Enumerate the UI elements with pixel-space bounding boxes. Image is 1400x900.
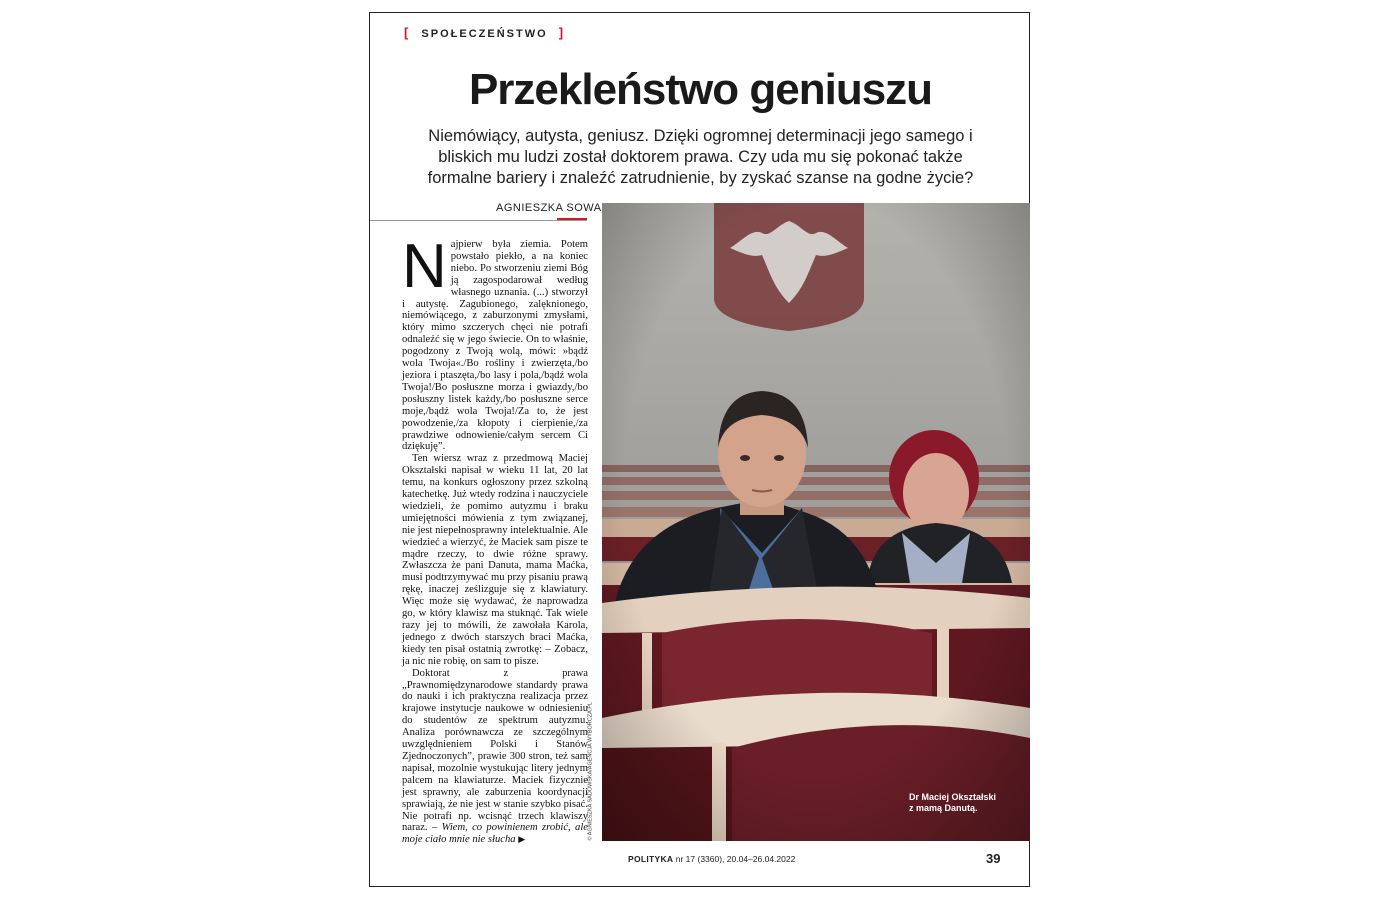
section-bracket-close: ]	[558, 25, 566, 40]
caption-line-1: Dr Maciej Okształski	[909, 792, 997, 802]
paragraph-1	[402, 232, 588, 453]
article-photo	[602, 203, 1030, 841]
paragraph-3-quote: – Wiem, co powinienem zrobić, ale moje ciało mnie nie słucha	[402, 822, 588, 846]
photo-illustration	[602, 203, 1030, 841]
byline: AGNIESZKA SOWA	[496, 202, 602, 214]
article-headline: Przekleństwo geniuszu	[468, 65, 933, 114]
footer-issue: nr 17 (3360), 20.04–26.04.2022	[675, 854, 796, 864]
continue-arrow-icon: ▶	[518, 834, 526, 845]
paragraph-3	[402, 668, 588, 847]
footer-brand: POLITYKA	[628, 854, 674, 864]
byline-rule	[370, 220, 587, 221]
page-footer	[628, 854, 795, 864]
article-body	[402, 232, 588, 846]
article-lead: Niemówiący, autysta, geniusz. Dzięki ogromnej determinacji jego samego i bliskich mu ludzi został doktorem prawa. Czy uda mu się pokonać także formalne bariery i znaleźć zatrudnienie, by zyskać szanse na godne życie?	[427, 127, 974, 187]
magazine-page	[369, 12, 1030, 887]
paragraph-2: Ten wiersz wraz z przedmową Maciej Okształski napisał w wieku 11 lat, 20 lat temu, na konkurs ogłoszony przez szkolną katechetkę. Już wtedy rodzina i nauczyciele wiedzieli, że pomimo autyzmu i braku umiejętności mówienia z tym związanej, nie jest niepełnosprawny intelektualnie. Ale wiedzieć a wierzyć, że Maciek sam pisze te mądre rzeczy, to dwie różne sprawy. Zwłaszcza że pani Danuta, mama Maćka, musi podtrzymywać mu przy pisaniu prawą rękę, inaczej ześlizguje się z klawiatury. Więc może się wydawać, że naprowadza go, w który klawisz ma stuknąć. Tak wiele razy jej to mówili, że zawołała Karola, jednego z dwóch starszych braci Maćka, kiedy ten pisał ostatnią zwrotkę: – Zobacz, ja nic nie robię, on sam to pisze.	[402, 453, 588, 667]
drop-cap: N	[402, 232, 447, 301]
paragraph-3-text: Doktorat z prawa „Prawnomiędzynarodowe standardy prawa do nauki i ich praktyczna realizacja przez krajowe instytucje naukowe w odniesieniu do studentów ze spektrum autyzmu. Analiza porównawcza ze szczególnym uwzględnieniem Polski i Stanów Zjednoczonych”, prawie 300 stron, też sam napisał, mozolnie wystukując litery jednym palcem na klawiaturze. Maciek fizycznie jest sprawny, ale zaburzenia koordynacji sprawiają, że nie jest w stanie szybko pisać. Nie potrafi np. wcisnąć trzech klawiszy naraz.	[402, 667, 588, 834]
section-tag	[404, 25, 565, 40]
photo-caption	[909, 792, 996, 814]
caption-line-2: z mamą Danutą.	[909, 803, 978, 813]
photo-credit-text: © AGNIESZKA SADOWSKA/AGENCJA WYBORCZA.PL	[587, 701, 594, 841]
section-bracket-open: [	[404, 25, 411, 40]
section-label: SPOŁECZEŃSTWO	[421, 28, 548, 40]
page-number: 39	[986, 851, 1001, 866]
photo-credit	[583, 701, 594, 843]
paragraph-1-text: ajpierw była ziemia. Potem powstało piekło, a na koniec niebo. Po stworzeniu ziemi Bóg ją zagospodarował według własnego uznania. (...) stworzył i autystę. Zagubionego, zalęknionego, niemówiącego, z zaburzonymi zmysłami, który mimo szczerych chęci nie potrafi odnaleźć się w jego świecie. On to właśnie, pogodzony z Twoją wolą, mówi: »bądź wola Twoja«./Bo rośliny i zwierzęta,/bo jeziora i ptaszęta,/bo lasy i pola,/bądź wola Twoja!/Bo posłuszne morza i gwiazdy,/bo posłuszny listek każdy,/bo posłuszne serce moje,/bądź wola Twoja!/Za to, że jest powodzenie,/za kłopoty i cierpienie,/za prawdziwe odnowienie/całym sercem Ci dziękuję”.	[402, 239, 588, 453]
